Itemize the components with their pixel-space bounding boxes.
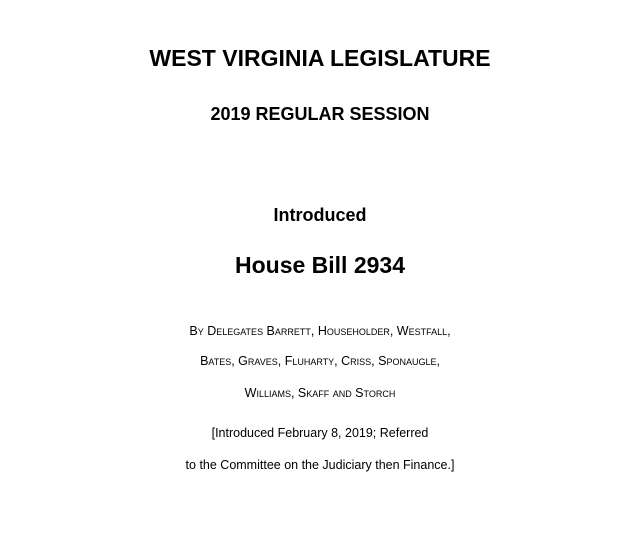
- bill-title: House Bill 2934: [234, 252, 406, 278]
- sponsors-line: Williams, Skaff and Storch: [244, 386, 396, 400]
- referral-line: [Introduced February 8, 2019; Referred: [211, 426, 429, 440]
- sponsors-line: By Delegates Barrett, Householder, Westfall,: [189, 324, 451, 338]
- referral-line: to the Committee on the Judiciary then Finance.]: [185, 458, 455, 472]
- sponsors-line: Bates, Graves, Fluharty, Criss, Sponaugle,: [200, 354, 440, 368]
- bill-status: Introduced: [273, 205, 367, 225]
- session-heading: 2019 REGULAR SESSION: [210, 104, 430, 124]
- legislature-heading: WEST VIRGINIA LEGISLATURE: [149, 45, 491, 71]
